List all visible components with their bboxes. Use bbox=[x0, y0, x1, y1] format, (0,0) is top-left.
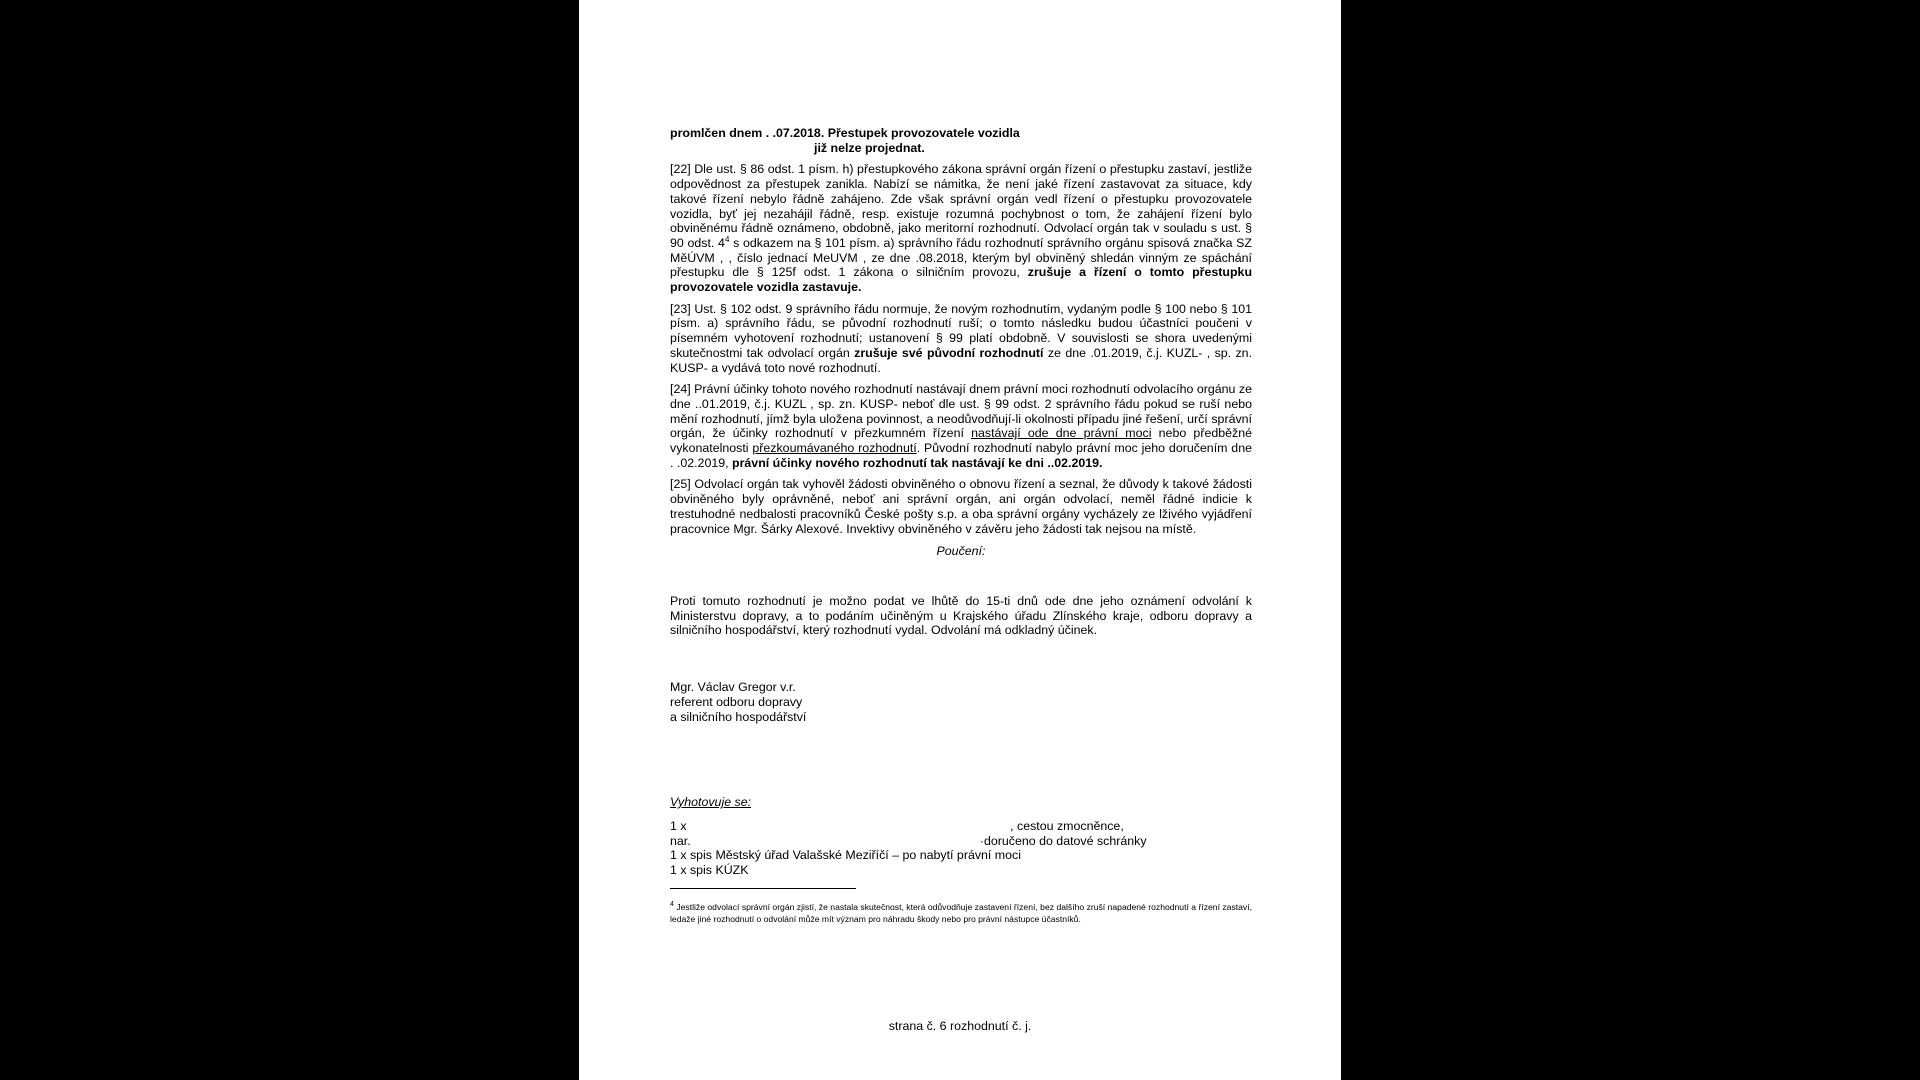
intro-line-1: promlčen dnem . .07.2018. Přestupek provozovatele vozidla bbox=[670, 126, 1020, 140]
p23-bold: zrušuje své původní rozhodnutí bbox=[854, 345, 1044, 360]
p24-bold: právní účinky nového rozhodnutí tak nastávají ke dni ..02.2019. bbox=[732, 455, 1103, 470]
p24-text-2: nebo předběžné vykonatelnosti bbox=[670, 426, 1252, 456]
pouceni-heading: Poučení: bbox=[936, 544, 986, 559]
distribution-line-4: 1 x spis KÚZK bbox=[670, 862, 749, 877]
page-footer: strana č. 6 rozhodnutí č. j. bbox=[888, 1019, 1032, 1033]
signature-role-1: referent odboru dopravy bbox=[670, 695, 803, 710]
p22-text-1: [22] Dle ust. § 86 odst. 1 písm. h) přestupkového zákona správní orgán řízení o přestupku zastaví, jestliže odpovědnost za přestupek zanikla. Nabízí se námitka, že není jaké řízení zastavovat za situace, kdy takové řízení nebylo řádně zahájeno. Zde však správní orgán vedl řízení o přestupku provozovatele vozidla, byť jej nezahájil řádně, resp. existuje rozumná pochybnost o tom, že zahájení řízení bylo obviněnému řádně oznámeno, obdobně, jako meritorní rozhodnutí. Odvolací orgán tak v souladu s ust. § 90 odst. 4 bbox=[670, 162, 1252, 250]
footnote-ref: 4 bbox=[724, 234, 730, 244]
distribution-line-2: nar. ·doručeno do datové schránky bbox=[670, 833, 1147, 848]
p22-bold: zrušuje a řízení o tomto přestupku provozovatele vozidla zastavuje. bbox=[670, 265, 1253, 295]
p24-underline-2: přezkoumávaného rozhodnutí bbox=[752, 441, 917, 456]
p22-text-2: s odkazem na § 101 písm. a) správního řádu rozhodnutí správního orgánu spisová značka SZ MěÚVM , , číslo jednací MeUVM , ze dne .08.2018, kterým byl obviněný shledán vinným ze spáchání přestupku dle § 125f odst. 1 zákona o silničním provozu, bbox=[670, 235, 1252, 280]
pouceni-paragraph: Proti tomuto rozhodnutí je možno podat ve lhůtě do 15-ti dnů ode dne jeho oznámení odvolání k Ministerstvu dopravy, a to podáním učiněným u Krajského úřadu Zlínského kraje, odboru dopravy a silničního hospodářství, který rozhodnutí vydal. Odvolání má odkladný účinek. bbox=[670, 593, 1252, 638]
footnote-number: 4 bbox=[670, 900, 674, 908]
signature-block bbox=[670, 680, 1252, 725]
intro-line-2: již nelze projednat. bbox=[814, 140, 925, 155]
p24-text-3: . Původní rozhodnutí nabylo právní moc jeho doručením dne . .02.2019, bbox=[670, 441, 1252, 470]
signature-name: Mgr. Václav Gregor v.r. bbox=[670, 680, 796, 695]
page-content bbox=[670, 126, 1252, 925]
signature-role-2: a silničního hospodářství bbox=[670, 710, 807, 725]
paragraph-25: [25] Odvolací orgán tak vyhověl žádosti obviněného o obnovu řízení a seznal, že důvody k takové žádosti obviněného byly oprávněné, neboť ani správní orgán, ani orgán odvolací, neměl řádné indicie k trestuhodné nedbalosti pracovníků České pošty s.p. a oba správní orgány vycházely ze lživého vyjádření pracovnice Mgr. Šárky Alexové. Invektivy obviněného v závěru jeho žádosti tak nejsou na místě. bbox=[670, 477, 1252, 536]
distribution-line-1: 1 x , cestou zmocněnce, bbox=[670, 818, 1124, 833]
p24-text-1: [24] Právní účinky tohoto nového rozhodnutí nastávají dnem právní moci rozhodnutí odvolacího orgánu ze dne ..01.2019, č.j. KUZL , sp. zn. KUSP- neboť dle ust. § 99 odst. 2 správního řádu pokud se ruší nebo mění rozhodnutí, jímž byla uložena povinnost, a neodůvodňují-li okolnosti případu jiné řešení, určí správní orgán, že účinky rozhodnutí v přezkumném řízení bbox=[670, 382, 1252, 441]
distribution-line-3: 1 x spis Městský úřad Valašské Meziříčí – po nabytí právní moci bbox=[670, 848, 1021, 863]
footnote-divider bbox=[670, 888, 856, 889]
footnote bbox=[670, 901, 1252, 925]
document-page bbox=[579, 0, 1341, 1080]
paragraph-23 bbox=[670, 302, 1252, 376]
distribution-block bbox=[670, 795, 1252, 878]
paragraph-22 bbox=[670, 162, 1252, 294]
p23-text-2: ze dne .01.2019, č.j. KUZL- , sp. zn. KUSP- a vydává toto nové rozhodnutí. bbox=[670, 345, 1253, 375]
p24-underline-1: nastávají ode dne právní moci bbox=[971, 426, 1152, 441]
p23-text-1: [23] Ust. § 102 odst. 9 správního řádu normuje, že novým rozhodnutím, vydaným podle § 100 nebo § 101 písm. a) správního řádu, se původní rozhodnutí ruší; o tomto následku budou účastníci poučeni v písemném vyhotovení rozhodnutí; ustanovení § 99 platí obdobně. V souvislosti se shora uvedenými skutečnostmi tak odvolací orgán bbox=[670, 301, 1252, 360]
intro-paragraph bbox=[670, 126, 1252, 155]
paragraph-24 bbox=[670, 382, 1252, 470]
footnote-text: Jestliže odvolací správní orgán zjistí, že nastala skutečnost, která odůvodňuje zastavení řízení, bez dalšího zruší napadené rozhodnutí a řízení zastaví, ledaže jiné rozhodnutí o odvolání může mít význam pro náhradu škody nebo pro právní nástupce účastníků. bbox=[670, 901, 1252, 924]
distribution-title: Vyhotovuje se: bbox=[670, 795, 752, 810]
